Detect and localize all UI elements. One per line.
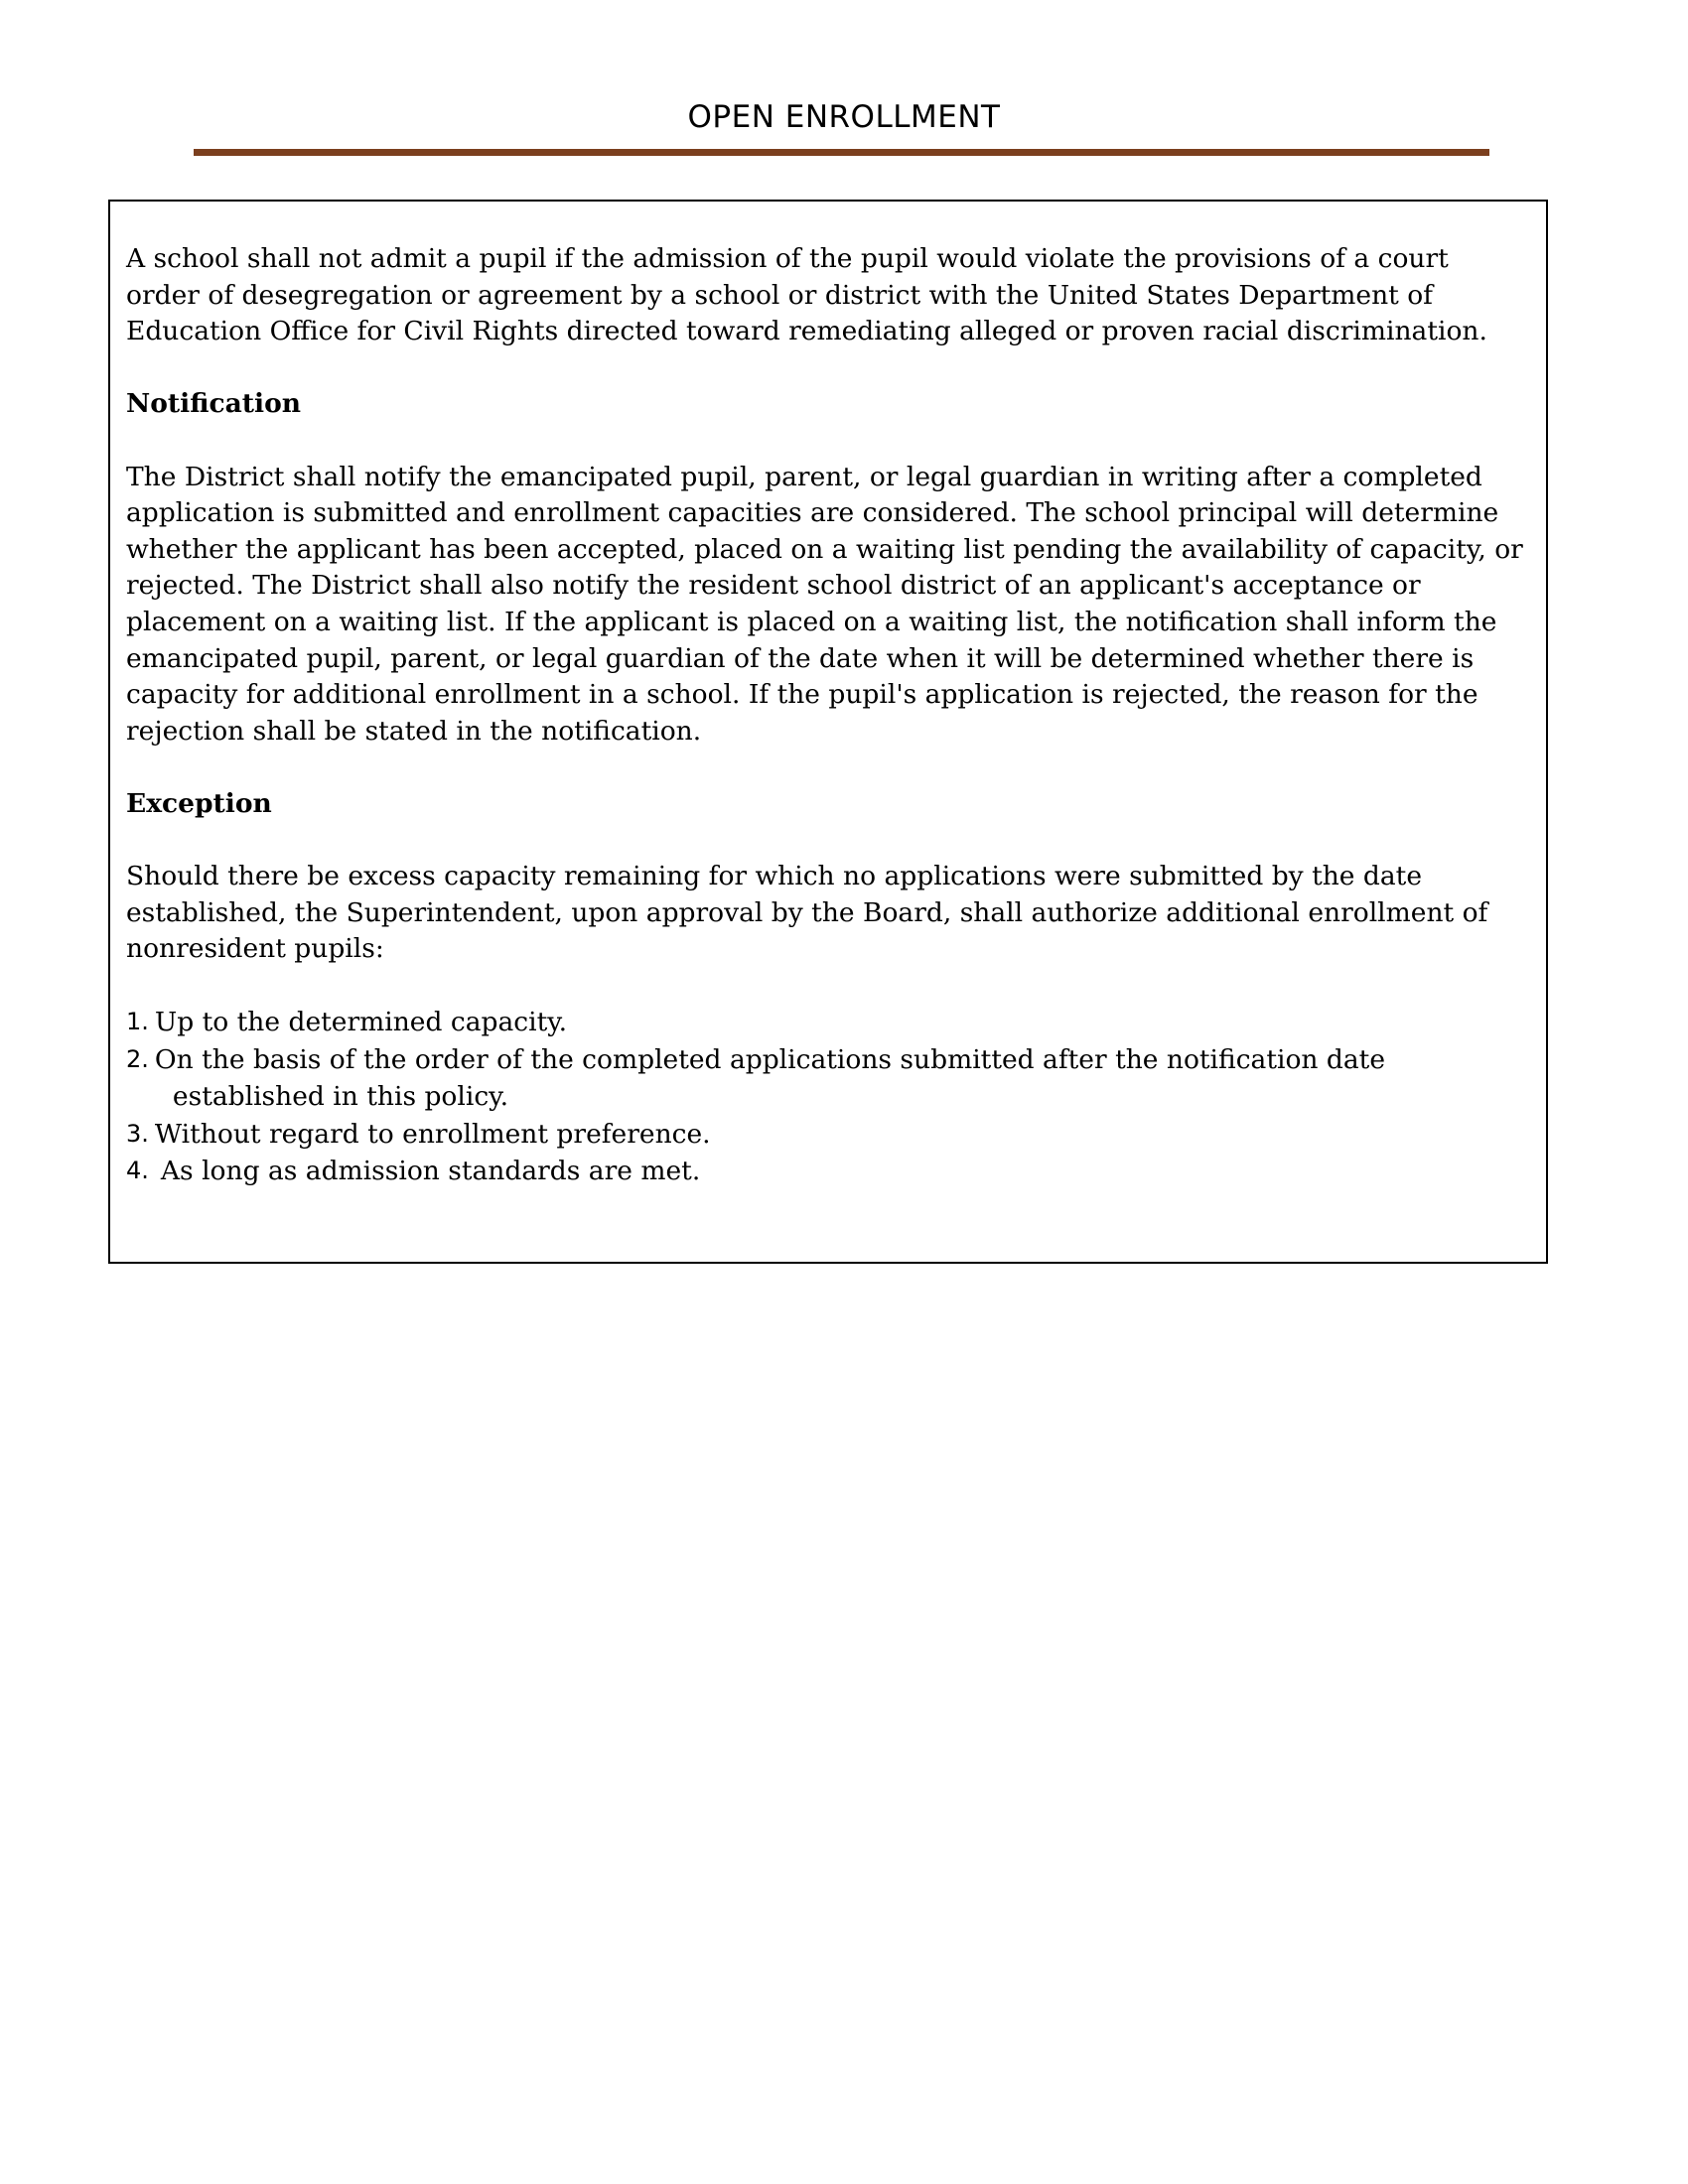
- notification-heading: Notification: [126, 388, 302, 420]
- list-item-number: 1.: [126, 1008, 149, 1036]
- notification-paragraph: The District shall notify the emancipated pupil, parent, or legal guardian in writing after a completed application is submitted and enrollment capacities are considered. The school principal will determine whether the applicant has been accepted, placed on a waiting list pending the availability of capacity, or rejected. The District shall also notify the resident school district of an applicant's acceptance or placement on a waiting list. If the applicant is placed on a waiting list, the notification shall inform the emancipated pupil, parent, or legal guardian of the date when it will be determined whether there is capacity for additional enrollment in a school. If the pupil's application is rejected, the reason for the rejection shall be stated in the notification.: [126, 461, 1523, 747]
- spacer: [126, 823, 1530, 860]
- spacer: [126, 968, 1530, 1005]
- list-item-text: As long as admission standards are met.: [160, 1156, 701, 1187]
- list-item-number: 3.: [126, 1119, 149, 1148]
- list-item-continuation: established in this policy.: [172, 1081, 509, 1113]
- policy-box: [108, 200, 1548, 1264]
- exception-paragraph: Should there be excess capacity remaining for which no applications were submitted by the date established, the Superintendent, upon approval by the Board, shall authorize additional enrollment of nonresident pupils:: [126, 861, 1488, 965]
- exception-list: [126, 1004, 1530, 1190]
- list-item: [126, 1041, 1530, 1116]
- spacer: [126, 350, 1530, 387]
- list-item-text: Up to the determined capacity.: [154, 1007, 568, 1038]
- list-item-text: Without regard to enrollment preference.: [154, 1118, 711, 1150]
- list-item-number: 4.: [126, 1157, 149, 1185]
- list-item-number: 2.: [126, 1044, 149, 1073]
- list-item-text: On the basis of the order of the completed applications submitted after the notification date: [154, 1043, 1386, 1075]
- spacer: [126, 423, 1530, 460]
- list-item: [126, 1153, 1530, 1190]
- exception-heading: Exception: [126, 787, 272, 819]
- list-item: [126, 1116, 1530, 1154]
- intro-paragraph: A school shall not admit a pupil if the admission of the pupil would violate the provisions of a court order of desegregation or agreement by a school or district with the United States Department of Education Office for Civil Rights directed toward remediating alleged or proven racial discrimination.: [126, 243, 1487, 347]
- list-item-text-wrapper: [155, 1041, 1530, 1116]
- page-title: OPEN ENROLLMENT: [687, 99, 1001, 135]
- title-divider: [194, 149, 1489, 156]
- spacer: [126, 750, 1530, 786]
- list-item: [126, 1004, 1530, 1041]
